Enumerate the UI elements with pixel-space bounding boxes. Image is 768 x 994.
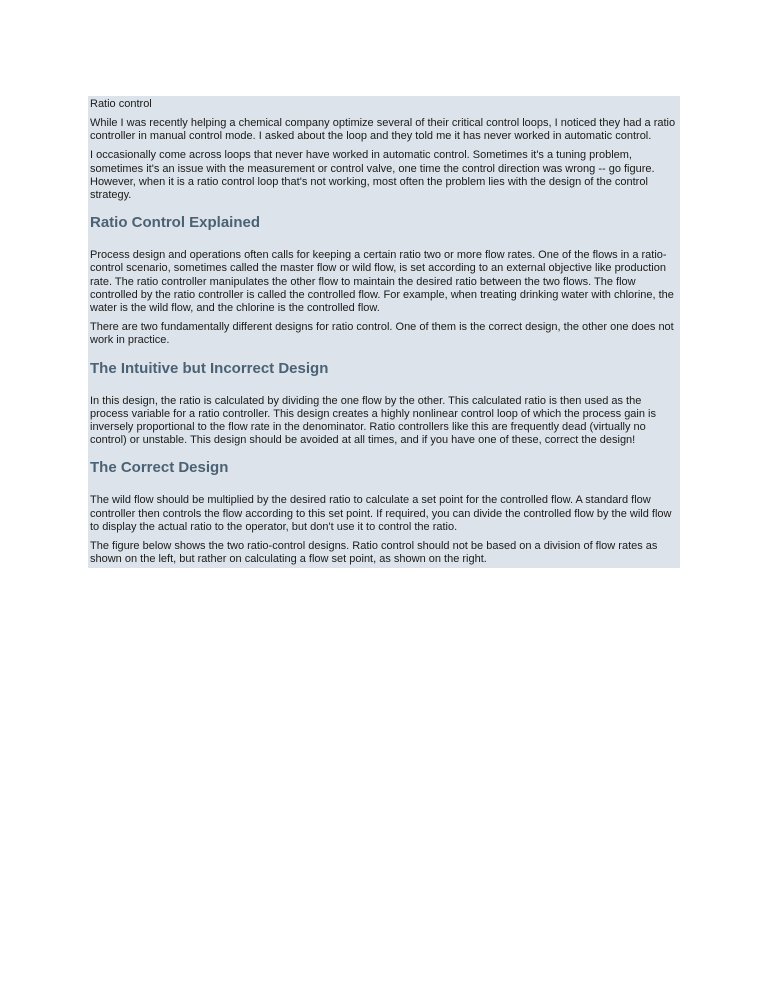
section-paragraph: There are two fundamentally different designs for ratio control. One of them is the correct design, the other one does not work in practice.	[90, 321, 674, 347]
intro-paragraph: While I was recently helping a chemical company optimize several of their critical control loops, I noticed they had a ratio controller in manual control mode. I asked about the loop and they told me it has never worked in automatic control.	[90, 117, 676, 143]
article-body	[88, 96, 680, 568]
section-heading: The Correct Design	[90, 459, 229, 477]
section-heading: Ratio Control Explained	[90, 214, 261, 232]
document-title: Ratio control	[90, 98, 152, 110]
intro-paragraph: I occasionally come across loops that never have worked in automatic control. Sometimes it's a tuning problem, sometimes it's an issue with the measurement or control valve, one time the control direction was wrong -- go figure. However, when it is a ratio control loop that's not working, most often the problem lies with the design of the control strategy.	[90, 149, 655, 202]
section-paragraph: Process design and operations often calls for keeping a certain ratio two or more flow rates. One of the flows in a ratio-control scenario, sometimes called the master flow or wild flow, is set according to an external objective like production rate. The ratio controller manipulates the other flow to maintain the desired ratio between the two flows. The flow controlled by the ratio controller is called the controlled flow. For example, when treating drinking water with chlorine, the water is the wild flow, and the chlorine is the controlled flow.	[90, 249, 674, 315]
section-heading: The Intuitive but Incorrect Design	[90, 359, 329, 377]
section-paragraph: In this design, the ratio is calculated by dividing the one flow by the other. This calculated ratio is then used as the process variable for a ratio controller. This design creates a highly nonlinear control loop of which the process gain is inversely proportional to the flow rate in the denominator. Ratio controllers like this are frequently dead (virtually no control) or unstable. This design should be avoided at all times, and if you have one of these, correct the design!	[90, 394, 656, 447]
section-paragraph: The wild flow should be multiplied by the desired ratio to calculate a set point for the controlled flow. A standard flow controller then controls the flow according to this set point. If required, you can divide the controlled flow by the wild flow to display the actual ratio to the operator, but don't use it to control the ratio.	[90, 494, 672, 533]
section-paragraph: The figure below shows the two ratio-control designs. Ratio control should not be based on a division of flow rates as shown on the left, but rather on calculating a flow set point, as shown on the right.	[90, 540, 658, 566]
